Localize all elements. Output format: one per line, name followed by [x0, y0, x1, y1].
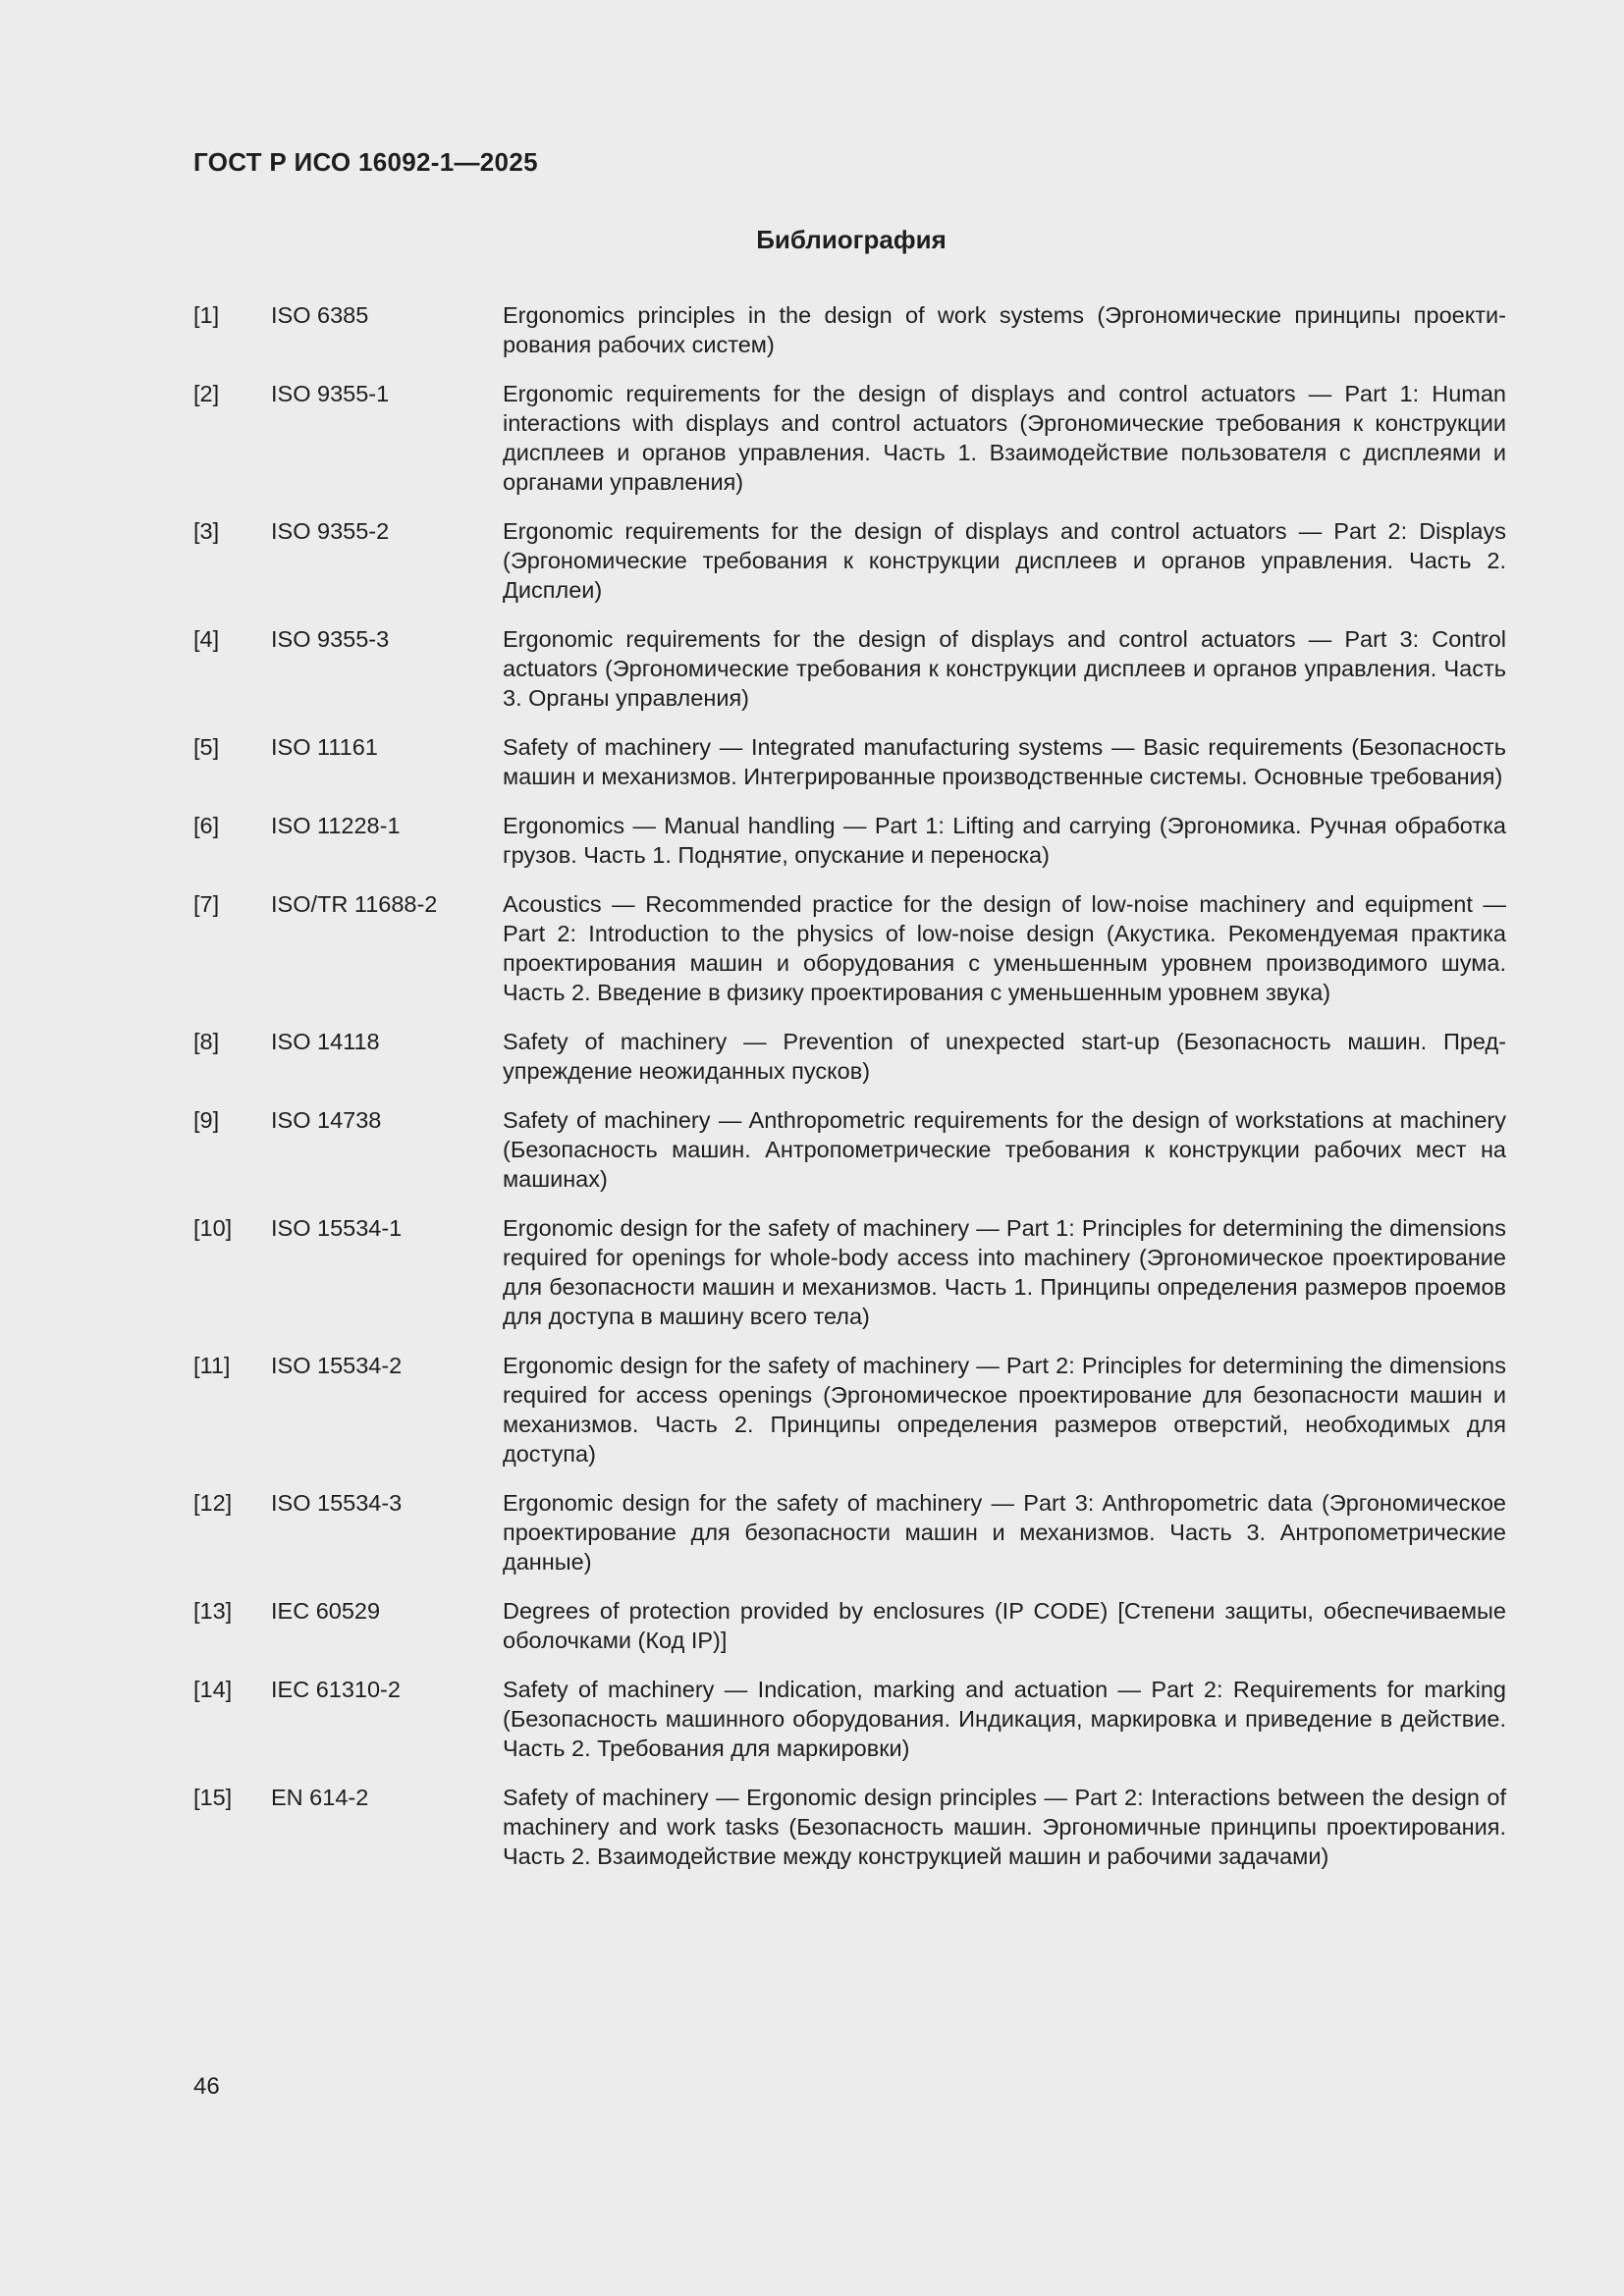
- entry-standard-code: ISO 6385: [271, 302, 369, 328]
- entry-title: Ergonomic design for the safety of machinery — Part 2: Principles for determining the dimensions required for access openings (Эргономическое проектирование для безопасности машин и механизмов. Часть 2. Принципы определения размеров отверстий, необходимых для доступа): [503, 1353, 1506, 1467]
- entry-standard-code: ISO 14738: [271, 1107, 382, 1133]
- entry-title: Acoustics — Recommended practice for the design of low-noise machinery and equipment — Part 2: Introduction to the physics of low-noise design (Акустика. Рекомендуемая практика проектирования машин и оборудования с уменьшенным уровнем производимого шума. Часть 2. Введение в физику проектирования с уменьшенным уровнем звука): [503, 891, 1506, 1005]
- entry-number: [12]: [193, 1490, 233, 1516]
- entry-number: [5]: [193, 734, 220, 760]
- entry-standard-code: ISO 11228-1: [271, 813, 401, 838]
- entry-title: Safety of machinery — Anthropometric requirements for the design of workstations at machinery (Безопасность машин. Антропометрические требования к конструкции рабочих мест на машинах): [503, 1107, 1506, 1192]
- entry-title: Ergonomic design for the safety of machinery — Part 3: Anthropometric data (Эргономическое проектирование для безопасности машин и механизмов. Часть 3. Антропометрические данные): [503, 1490, 1506, 1575]
- bibliography-entry: [193, 1351, 1506, 1468]
- entry-standard-code: ISO 15534-1: [271, 1215, 403, 1241]
- entry-title: Ergonomic requirements for the design of displays and control actuators — Part 2: Displays (Эргономические требования к конструкции дисплеев и органов управления. Часть 2. Дисплеи): [503, 518, 1506, 603]
- bibliography-entry: [193, 1105, 1506, 1194]
- bibliography-entry: [193, 1213, 1506, 1331]
- entry-number: [8]: [193, 1029, 220, 1054]
- bibliography-entry: [193, 1783, 1506, 1871]
- bibliography-entry: [193, 811, 1506, 870]
- entry-number: [6]: [193, 813, 220, 838]
- entry-standard-code: ISO 11161: [271, 734, 378, 760]
- entry-standard-code: ISO 9355-3: [271, 626, 390, 652]
- entry-title: Ergonomics — Manual handling — Part 1: Lifting and carrying (Эргономика. Ручная обработка грузов. Часть 1. Поднятие, опускание и переноска): [503, 813, 1506, 868]
- bibliography-entry: [193, 379, 1506, 497]
- entry-number: [4]: [193, 626, 220, 652]
- section-title: Библиография: [756, 225, 947, 254]
- bibliography-entry: [193, 1675, 1506, 1763]
- bibliography-entry: [193, 300, 1506, 359]
- entry-title: Ergonomic requirements for the design of displays and control actuators — Part 1: Human interactions with displays and control actuators (Эргономические требования к конструкции дисплеев и органов управления. Часть 1. Взаимодействие пользователя с дисплеями и органами управления): [503, 381, 1506, 495]
- entry-number: [10]: [193, 1215, 233, 1241]
- entry-number: [2]: [193, 381, 220, 406]
- bibliography-entry: [193, 889, 1506, 1007]
- bibliography-entry: [193, 1488, 1506, 1576]
- entry-standard-code: IEC 60529: [271, 1598, 381, 1624]
- bibliography-entry: [193, 1027, 1506, 1086]
- entry-standard-code: ISO 9355-1: [271, 381, 390, 406]
- entry-title: Safety of machinery — Indication, marking and actuation — Part 2: Requirements for marking (Безопасность машинного оборудования. Индикация, маркировка и приведение в действие. Часть 2. Требования для маркировки): [503, 1677, 1506, 1761]
- entry-standard-code: ISO 9355-2: [271, 518, 390, 544]
- entry-title: Safety of machinery — Integrated manufacturing systems — Basic requirements (Безопасность машин и механизмов. Интегрированные производственные системы. Основные требования): [503, 734, 1506, 789]
- entry-standard-code: ISO 15534-3: [271, 1490, 403, 1516]
- entry-standard-code: IEC 61310-2: [271, 1677, 401, 1702]
- entry-standard-code: ISO 15534-2: [271, 1353, 403, 1378]
- bibliography-entry: [193, 732, 1506, 791]
- entry-standard-code: EN 614-2: [271, 1785, 369, 1810]
- entry-number: [14]: [193, 1677, 233, 1702]
- entry-number: [13]: [193, 1598, 233, 1624]
- entry-number: [7]: [193, 891, 220, 917]
- page-number: 46: [193, 2073, 220, 2100]
- standard-header: ГОСТ Р ИСО 16092-1—2025: [193, 147, 538, 177]
- bibliography-list: [193, 300, 1506, 1891]
- entry-title: Safety of machinery — Ergonomic design principles — Part 2: Interactions between the design of machinery and work tasks (Безопасность машин. Эргономичные принципы проектирования. Часть 2. Взаимодействие между конструкцией машин и рабочими задачами): [503, 1785, 1506, 1869]
- entry-title: Ergonomic design for the safety of machinery — Part 1: Principles for determining the dimensions required for openings for whole-body access into machinery (Эргономическое проектирование для безопасности машин и механизмов. Часть 1. Принципы определения размеров проемов для доступа в машину всего тела): [503, 1215, 1506, 1329]
- entry-title: Degrees of protection provided by enclosures (IP CODE) [Степени защиты, обеспечиваемые оболочками (Код IP)]: [503, 1598, 1506, 1653]
- bibliography-entry: [193, 1596, 1506, 1655]
- entry-number: [9]: [193, 1107, 220, 1133]
- entry-standard-code: ISO/TR 11688-2: [271, 891, 438, 917]
- bibliography-entry: [193, 624, 1506, 713]
- entry-standard-code: ISO 14118: [271, 1029, 380, 1054]
- entry-title: Ergonomic requirements for the design of displays and control actuators — Part 3: Control actuators (Эргономические требования к конструкции дисплеев и органов управления. Часть 3. Органы управления): [503, 626, 1506, 711]
- entry-title: Safety of machinery — Prevention of unexpected start-up (Безопасность машин. Предупреждение неожиданных пусков): [503, 1029, 1506, 1084]
- entry-number: [15]: [193, 1785, 233, 1810]
- entry-number: [3]: [193, 518, 220, 544]
- entry-title: Ergonomics principles in the design of work systems (Эргономические принципы проектирования рабочих систем): [503, 302, 1506, 357]
- entry-number: [11]: [193, 1353, 231, 1378]
- bibliography-entry: [193, 516, 1506, 605]
- entry-number: [1]: [193, 302, 220, 328]
